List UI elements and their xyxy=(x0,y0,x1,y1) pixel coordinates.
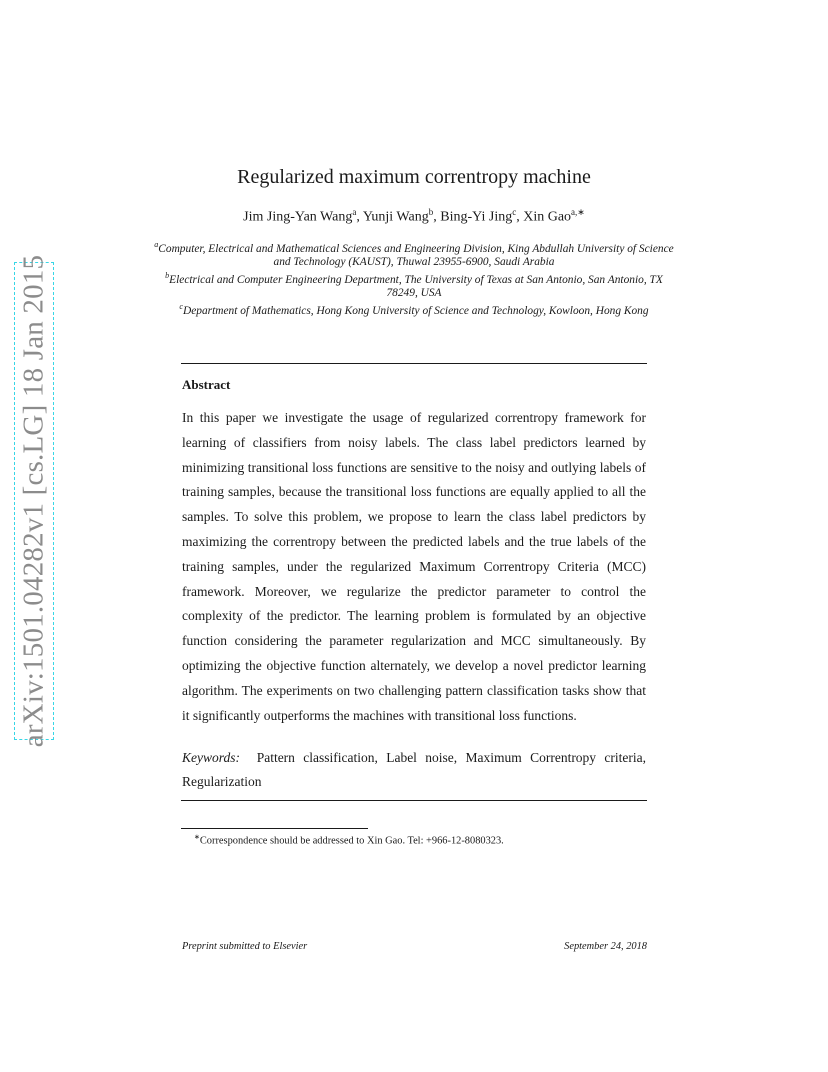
author-affil-mark: a xyxy=(352,207,357,217)
author-name: Jim Jing-Yan Wang xyxy=(243,209,353,225)
affiliation-mark: a xyxy=(154,240,159,249)
footer-preprint-note: Preprint submitted to Elsevier xyxy=(182,941,308,952)
paper-title: Regularized maximum correntropy machine xyxy=(237,166,591,188)
abstract-heading: Abstract xyxy=(182,377,231,392)
abstract-bottom-rule xyxy=(181,800,647,801)
affiliation-mark: c xyxy=(179,302,183,312)
affiliation-text: Computer, Electrical and Mathematical Sciences and Engineering Division, King Abdullah University of Science and Technology (KAUST), Thuwal 23955-6900, Saudi Arabia xyxy=(158,242,674,268)
footnote xyxy=(194,833,504,846)
keywords xyxy=(182,746,646,794)
footer-date: September 24, 2018 xyxy=(564,941,647,952)
author-affil-mark: b xyxy=(428,207,434,217)
affiliations xyxy=(150,238,678,318)
author-name: Bing-Yi Jing xyxy=(440,209,513,225)
footnote-rule xyxy=(181,828,368,829)
affiliation-text: Electrical and Computer Engineering Department, The University of Texas at San Antonio, San Antonio, TX 78249, USA xyxy=(169,274,663,300)
abstract-top-rule xyxy=(181,363,647,364)
author-list: Jim Jing-Yan Wang$^a$, Yunji Wang$^b$, Bing-Yi Jing$^c$, Xin Gao$^{a,∗}$ xyxy=(243,207,585,225)
affiliation xyxy=(150,269,678,300)
affiliation xyxy=(150,300,678,318)
author-name: Xin Gao xyxy=(523,209,572,225)
author-name: Yunji Wang xyxy=(362,209,429,225)
keywords-text: Pattern classification, Label noise, Maximum Correntropy criteria, Regularization xyxy=(182,750,646,789)
abstract-body: In this paper we investigate the usage of regularized correntropy framework for learning of classifiers from noisy labels. The class label predictors learned by minimizing transitional loss functions are sensitive to the noisy and outlying labels of training samples, because the transitional loss functions are equally applied to all the samples. To solve this problem, we propose to learn the class label predictors by maximizing the correntropy between the predicted labels and the true labels of the training samples, under the regularized Maximum Correntropy Criteria (MCC) framework. Moreover, we regularize the predictor parameter to control the complexity of the predictor. The learning problem is formulated by an objective function considering the parameter regularization and MCC simultaneously. By optimizing the objective function alternately, we develop a novel predictor learning algorithm. The experiments on two challenging pattern classification tasks show that it significantly outperforms the machines with transitional loss functions. xyxy=(182,410,646,723)
footnote-mark: ∗ xyxy=(194,833,200,841)
author-affil-mark: c xyxy=(512,207,517,217)
affiliation-mark: b xyxy=(165,271,170,281)
arxiv-id: arXiv:1501.04282v1 [cs.LG] 18 Jan 2015 xyxy=(17,254,50,748)
arxiv-stamp xyxy=(14,254,54,748)
affiliation xyxy=(150,238,678,269)
affiliation-text: Department of Mathematics, Hong Kong University of Science and Technology, Kowloon, Hong Kong xyxy=(182,305,649,318)
footnote-text: Correspondence should be addressed to Xin Gao. Tel: +966-12-8080323. xyxy=(199,835,504,847)
author-affil-mark: a,∗ xyxy=(571,207,585,217)
keywords-label: Keywords: xyxy=(182,750,240,765)
